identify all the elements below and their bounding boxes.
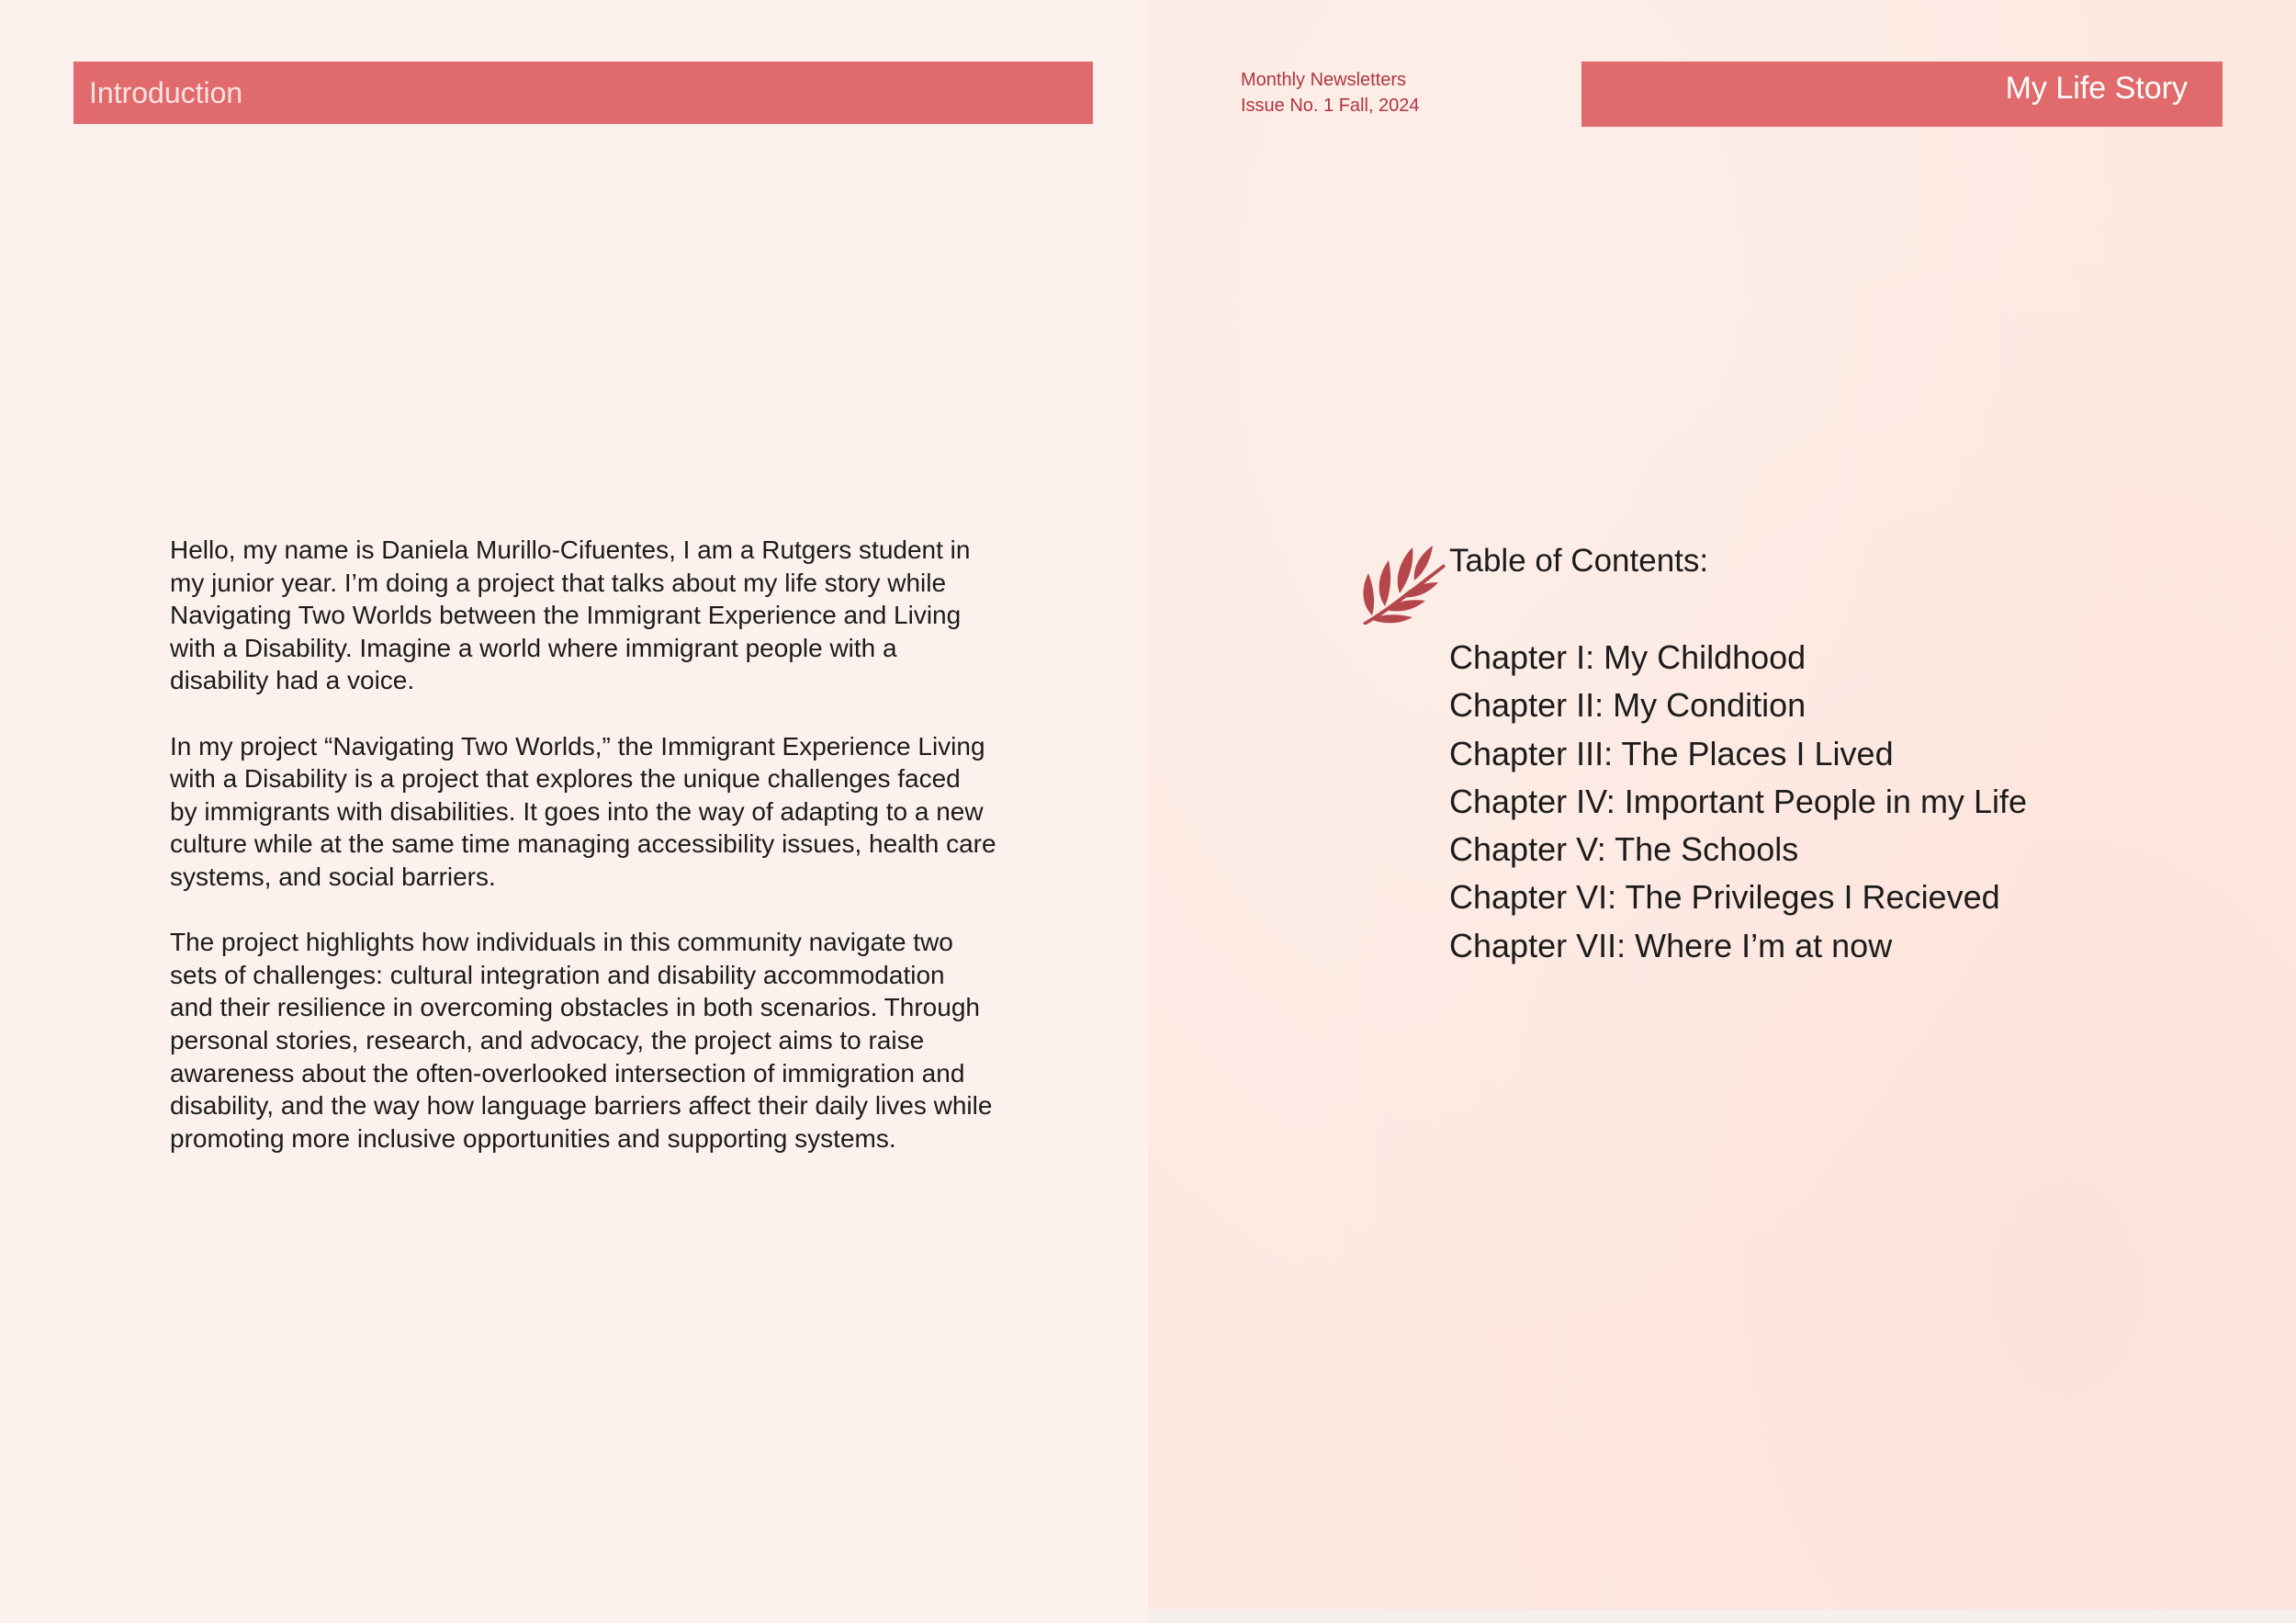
introduction-banner: Introduction	[73, 62, 1093, 124]
chapter-2-entry: Chapter II: My Condition	[1449, 686, 1806, 725]
issue-info: Issue No. 1 Fall, 2024	[1241, 96, 1420, 116]
chapter-5-entry: Chapter V: The Schools	[1449, 830, 1799, 869]
newsletter-name: Monthly Newsletters	[1241, 70, 1407, 90]
chapter-3-entry: Chapter III: The Places I Lived	[1449, 734, 1894, 772]
chapter-list	[1449, 634, 2027, 970]
introduction-body	[170, 534, 1015, 1188]
chapter-6-entry: Chapter VI: The Privileges I Recieved	[1449, 878, 2000, 917]
toc-title: Table of Contents:	[1449, 543, 1709, 579]
intro-paragraph-3: The project highlights how individuals in this community navigate two sets of challenges: cultural integration and disability accommodation and their resilience in overcoming obstacles in both scenarios. Through personal stories, research, and advocacy, the project aims to raise awareness about the often-overlooked intersection of immigration and disability, and the way how language barriers affect their daily lives while promoting more inclusive opportunities and supporting systems.	[170, 928, 993, 1153]
life-story-banner: My Life Story	[1581, 62, 2223, 127]
newsletter-meta	[1241, 67, 1420, 118]
leaf-sprig-icon	[1357, 542, 1449, 625]
chapter-4-entry: Chapter IV: Important People in my Life	[1449, 782, 2027, 820]
chapter-1-entry: Chapter I: My Childhood	[1449, 638, 1806, 676]
intro-paragraph-2: In my project “Navigating Two Worlds,” the Immigrant Experience Living with a Disability is a project that explores the unique challenges faced by immigrants with disabilities. It goes into the way of adapting to a new culture while at the same time managing accessibility issues, health care systems, and social barriers.	[170, 731, 996, 891]
chapter-7-entry: Chapter VII: Where I’m at now	[1449, 926, 1893, 964]
intro-paragraph-1: Hello, my name is Daniela Murillo-Cifuentes, I am a Rutgers student in my junior year. I’m doing a project that talks about my life story while Navigating Two Worlds between the Immigrant Experience and Living with a Disability. Imagine a world where immigrant people with a disability had a voice.	[170, 535, 971, 695]
table-of-contents	[1449, 540, 2027, 970]
page-bottom-strip	[1148, 1609, 2296, 1623]
